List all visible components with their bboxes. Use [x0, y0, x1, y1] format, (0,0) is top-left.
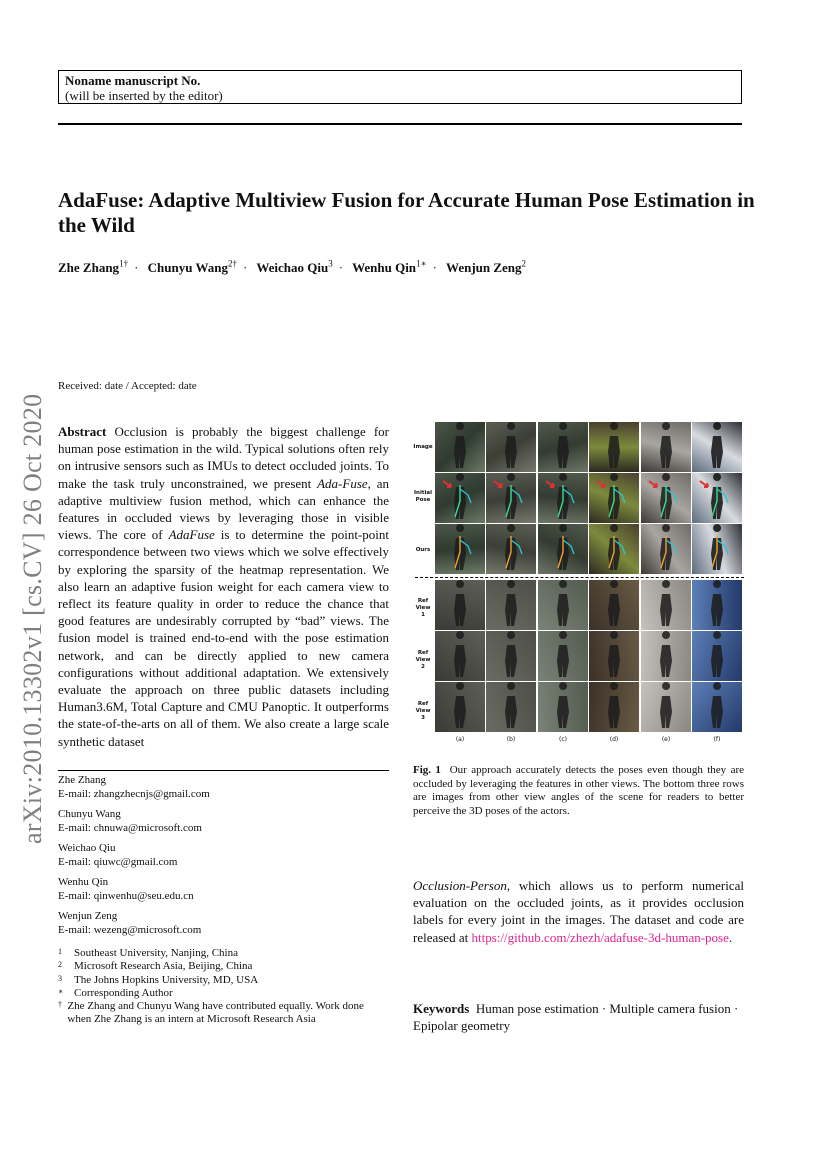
- figure-image-cell: [641, 682, 691, 732]
- figure-image-cell: [486, 682, 536, 732]
- email: E-mail: qinwenhu@seu.edu.cn: [58, 889, 194, 902]
- author: Zhe Zhang$^{1\dagger}$: [58, 259, 129, 276]
- figure-image-cell: [486, 473, 536, 523]
- contact-entry: Wenhu Qin E-mail: qinwenhu@seu.edu.cn: [58, 876, 389, 903]
- email: E-mail: chnuwa@microsoft.com: [58, 821, 202, 834]
- row-label: Ref View 3: [415, 701, 431, 721]
- person-silhouette: [641, 631, 691, 681]
- header-rule: [58, 123, 742, 125]
- figure-image-cell: [538, 422, 588, 472]
- person-silhouette: [692, 473, 742, 523]
- figure-image-cell: [589, 524, 639, 574]
- col-label: (c): [559, 736, 567, 743]
- person-silhouette: [435, 473, 485, 523]
- figure-image-cell: [538, 524, 588, 574]
- person-silhouette: [589, 524, 639, 574]
- contact-entry: Chunyu Wang E-mail: chnuwa@microsoft.com: [58, 808, 389, 835]
- person-silhouette: [692, 422, 742, 472]
- contact-entry: Weichao Qiu E-mail: qiuwc@gmail.com: [58, 842, 389, 869]
- person-silhouette: [692, 524, 742, 574]
- keywords: Keywords Human pose estimation · Multiple camera fusion · Epipolar geometry: [413, 1001, 739, 1034]
- email: E-mail: wezeng@microsoft.com: [58, 923, 202, 936]
- col-label: (d): [609, 736, 619, 743]
- person-silhouette: [486, 422, 536, 472]
- figure-caption: Fig. 1 Our approach accurately detects the poses even though they are occluded by leveraging the features in other views. The bottom three rows are images from other view angles of the scene for readers to better perceive the 3D poses of the actors.: [413, 764, 744, 817]
- received-date: Received: date / Accepted: date: [58, 380, 197, 392]
- affiliation: † Zhe Zhang and Chunyu Wang have contributed equally. Work done when Zhe Zhang is an intern at Microsoft Research Asia: [58, 1000, 364, 1026]
- affiliation: 2 Microsoft Research Asia, Beijing, China: [58, 960, 253, 973]
- paper-title: AdaFuse: Adaptive Multiview Fusion for Accurate Human Pose Estimation in the Wild: [58, 188, 755, 237]
- author: Wenhu Qin$^{1∗}$: [352, 259, 427, 276]
- person-silhouette: [589, 473, 639, 523]
- contact-list: [58, 774, 389, 944]
- affiliation-list: [58, 947, 389, 1027]
- person-silhouette: [589, 422, 639, 472]
- row-label: Ours: [415, 547, 431, 553]
- col-label: (f): [713, 736, 721, 743]
- figure-image-cell: [538, 682, 588, 732]
- person-silhouette: [538, 682, 588, 732]
- figure-image-cell: [692, 473, 742, 523]
- figure-image-cell: [435, 631, 485, 681]
- person-silhouette: [692, 682, 742, 732]
- person-silhouette: [538, 580, 588, 630]
- person-silhouette: [692, 580, 742, 630]
- figure-image-cell: [589, 422, 639, 472]
- figure-image-cell: [486, 524, 536, 574]
- person-silhouette: [641, 524, 691, 574]
- person-silhouette: [692, 631, 742, 681]
- figure-image-cell: [486, 580, 536, 630]
- footnote-rule: [58, 770, 389, 771]
- figure-image-cell: [589, 580, 639, 630]
- col-label: (b): [506, 736, 516, 743]
- figure-image-cell: [692, 422, 742, 472]
- figure-image-cell: [692, 580, 742, 630]
- affiliation: 1 Southeast University, Nanjing, China: [58, 947, 238, 959]
- figure-image-cell: [435, 422, 485, 472]
- figure-image-cell: [641, 580, 691, 630]
- figure-image-cell: [538, 631, 588, 681]
- figure-image-cell: [641, 524, 691, 574]
- manuscript-number: Noname manuscript No.: [65, 73, 201, 88]
- affiliation: ∗ Corresponding Author: [58, 986, 173, 999]
- row-label: Ref View 2: [415, 650, 431, 670]
- person-silhouette: [486, 524, 536, 574]
- abstract: Abstract Occlusion is probably the biggest challenge for human pose estimation in the wild. Typical solutions often rely on intrusive sensors such as IMUs to detect occluded joints. To make the task truly unconstrained, we present Ada-Fuse, an adaptive multiview fusion method, which can enhance the features in occluded views by leveraging those in visible views. The core of AdaFuse is to determine the point-point correspondence between two views which we solve effectively by exploring the sparsity of the heatmap representation. We also learn an adaptive fusion weight for each camera view to reflect its feature quality in order to reduce the chance that good features are undesirably corrupted by “bad” views. The fusion model is trained end-to-end with the pose estimation network, and can be directly applied to new camera configurations without additional adaptation. We extensively evaluate the approach on three public datasets including Human3.6M, Total Capture and CMU Panoptic. It outperforms the state-of-the-arts on all of them. We also create a large scale synthetic dataset: [58, 424, 389, 749]
- row-label: Initial Pose: [414, 490, 432, 503]
- figure-image-cell: [692, 682, 742, 732]
- person-silhouette: [589, 682, 639, 732]
- person-silhouette: [538, 422, 588, 472]
- contact-entry: Zhe Zhang E-mail: zhangzhecnjs@gmail.com: [58, 774, 389, 801]
- person-silhouette: [486, 682, 536, 732]
- person-silhouette: [435, 682, 485, 732]
- person-silhouette: [486, 631, 536, 681]
- person-silhouette: [641, 682, 691, 732]
- separator: [415, 577, 744, 578]
- author: Wenjun Zeng$^2$: [446, 259, 527, 276]
- person-silhouette: [589, 580, 639, 630]
- person-silhouette: [486, 473, 536, 523]
- row-label: Ref View 1: [415, 598, 431, 618]
- manuscript-editor-note: (will be inserted by the editor): [65, 88, 223, 103]
- email: E-mail: qiuwc@gmail.com: [58, 855, 178, 868]
- figure-image-cell: [435, 580, 485, 630]
- col-label: (e): [661, 736, 671, 743]
- figure-image-cell: [589, 682, 639, 732]
- manuscript-box: [58, 70, 742, 104]
- person-silhouette: [641, 580, 691, 630]
- arxiv-stamp: arXiv:2010.13302v1 [cs.CV] 26 Oct 2020: [18, 393, 47, 844]
- row-label: Image: [413, 444, 433, 450]
- contact-entry: Wenjun Zeng E-mail: wezeng@microsoft.com: [58, 910, 389, 937]
- figure-image-cell: [641, 422, 691, 472]
- figure-image-cell: [486, 422, 536, 472]
- col-label: (a): [455, 736, 465, 743]
- figure-image-cell: [641, 631, 691, 681]
- person-silhouette: [435, 524, 485, 574]
- person-silhouette: [486, 580, 536, 630]
- figure-image-cell: [435, 473, 485, 523]
- email: E-mail: zhangzhecnjs@gmail.com: [58, 787, 210, 800]
- figure-image-cell: [641, 473, 691, 523]
- person-silhouette: [538, 473, 588, 523]
- figure-image-cell: [538, 473, 588, 523]
- figure-image-cell: [692, 524, 742, 574]
- figure-image-cell: [486, 631, 536, 681]
- abstract-continuation: Occlusion-Person, which allows us to perform numerical evaluation on the occluded joints, as it provides occlusion labels for every joint in the images. The dataset and code are released at https://github.com/zhezh/adafuse-3d-human-pose.: [413, 878, 744, 945]
- person-silhouette: [435, 422, 485, 472]
- figure-image-cell: [435, 524, 485, 574]
- figure-image-cell: [692, 631, 742, 681]
- affiliation: 3 The Johns Hopkins University, MD, USA: [58, 973, 259, 986]
- person-silhouette: [435, 580, 485, 630]
- figure-image-cell: [435, 682, 485, 732]
- figure-image-cell: [589, 473, 639, 523]
- author-list: Zhe Zhang$^{1\dagger}$ · Chunyu Wang$^{2\dagger}$ · Weichao Qiu$^3$ · Wenhu Qin$^{1∗}$ · Wenjun Zeng$^2$: [58, 259, 527, 276]
- person-silhouette: [538, 524, 588, 574]
- figure-1: [413, 420, 744, 742]
- person-silhouette: [538, 631, 588, 681]
- repo-link[interactable]: https://github.com/zhezh/adafuse-3d-human-pose: [471, 929, 729, 945]
- figure-image-cell: [538, 580, 588, 630]
- figure-image-cell: [589, 631, 639, 681]
- author: Weichao Qiu$^3$: [256, 259, 333, 276]
- person-silhouette: [641, 473, 691, 523]
- person-silhouette: [641, 422, 691, 472]
- person-silhouette: [435, 631, 485, 681]
- person-silhouette: [589, 631, 639, 681]
- author: Chunyu Wang$^{2\dagger}$: [147, 259, 237, 276]
